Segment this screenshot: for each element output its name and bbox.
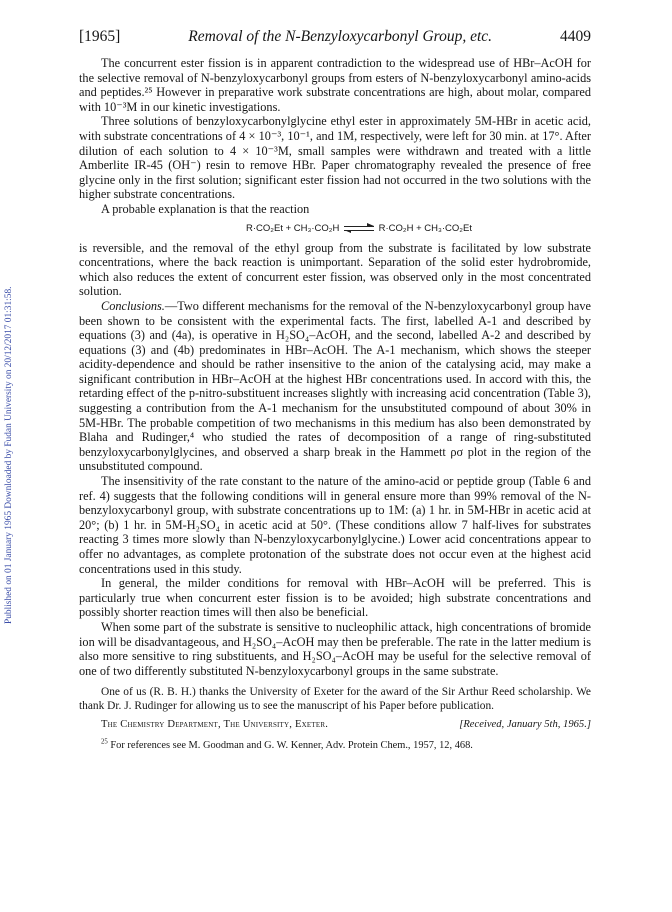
header-page-number: 4409	[560, 28, 591, 45]
affiliation-line	[79, 719, 591, 733]
header-title: Removal of the N-Benzyloxycarbonyl Group, etc.	[188, 28, 493, 45]
acknowledgement-text: One of us (R. B. H.) thanks the University of Exeter for the award of the Sir Arthur Reed scholarship. We thank Dr. J. Rudinger for allowing us to see the manuscript of his Paper before publication.	[79, 686, 591, 713]
department: The Chemistry Department, The University, Exeter.	[101, 719, 329, 731]
acknowledgement	[79, 685, 591, 713]
download-watermark: Published on 01 January 1965 Downloaded by Fudan University on 20/12/2017 01:31:58.	[4, 286, 14, 624]
paragraph-1: The concurrent ester fission is in apparent contradiction to the widespread use of HBr–AcOH for the selective removal of N-benzyloxycarbonyl groups from esters of N-benzyloxycarbonyl amino-acids and peptides.²⁵ However in preparative work substrate concentrations are high, about molar, compared with 10⁻³M in our kinetic investigations.	[79, 56, 591, 114]
equation-right: R·CO₂H + CH₃·CO₂Et	[378, 222, 472, 234]
paragraph-7: In general, the milder conditions for removal with HBr–AcOH will be preferred. This is particularly true when concurrent ester fission is to be avoided; high substrate concentrations and possibly shorter reaction times will then also be beneficial.	[79, 576, 591, 620]
equation-left: R·CO₂Et + CH₃·CO₂H	[246, 222, 340, 234]
equilibrium-arrow-icon	[344, 224, 374, 232]
footnote	[79, 739, 591, 752]
running-header	[79, 28, 591, 46]
conclusions-heading: Conclusions.	[101, 298, 165, 313]
paragraph-4: is reversible, and the removal of the ethyl group from the substrate is facilitated by low substrate concentrations, where the back reaction is unimportant. Separation of the solid ester hydrobromide, which also reduces the extent of concurrent ester fission, was observed only in the most concentrated solution.	[79, 240, 591, 299]
footnote-marker: 25	[101, 738, 108, 746]
paragraph-3: A probable explanation is that the reaction	[101, 201, 310, 216]
reaction-equation	[127, 222, 591, 236]
header-year: [1965]	[79, 28, 121, 45]
paragraph-2: Three solutions of benzyloxycarbonylglycine ethyl ester in approximately 5M-HBr in acetic acid, with substrate concentrations of 4 × 10⁻³, 10⁻¹, and 1M, respectively, were left for 30 min. at 17°. After dilution of each solution to 4 × 10⁻³M, small samples were withdrawn and treated with a little Amberlite IR-45 (OH⁻) resin to remove HBr. Paper chromatography revealed the presence of free glycine only in the first solution; significant ester fission had not occurred in the two solutions with the higher substrate concentrations.	[79, 114, 591, 202]
paragraph-8: When some part of the substrate is sensitive to nucleophilic attack, high concentrations of bromide ion will be disadvantageous, and H₂SO₄–AcOH may then be preferable. The rate in the latter medium is also more sensitive to ring substituents, and H₂SO₄–AcOH may be useful for the selective removal of one of two differently substituted N-benzyloxycarbonyl groups in the same substrate.	[79, 619, 591, 678]
body-text	[79, 56, 591, 678]
conclusions-text: —Two different mechanisms for the removal of the N-benzyloxycarbonyl group have been shown to be consistent with the experimental facts. The first, labelled A-1 and described by equations (3) and (4a), is operative in H₂SO₄–AcOH, and the second, labelled A-2 and described by equations (3) and (4b) predominates in HBr–AcOH. The A-1 mechanism, which shows the steeper acidity-dependence and should be rather insensitive to the anion of the catalysing acid, may make a significant contribution in HBr–AcOH at the highest HBr concentrations used. In accord with this, the retarding effect of the p-nitro-substituent increases slightly with increasing acid concentration (Table 3), suggesting a contribution from the A-1 mechanism for the unsubstituted compound of about 30% in 5M-HBr. The probable competition of two mechanisms in this medium has also been demonstrated by Blaha and Rudinger,⁴ who studied the rates of decomposition of a range of ring-substituted benzyloxycarbonylglycines, and observed a sharp break in the Hammett ρσ plot in the region of the unsubstituted compound.	[79, 298, 591, 474]
paragraph-5	[79, 299, 591, 474]
footnote-text: For references see M. Goodman and G. W. Kenner, Adv. Protein Chem., 1957, 12, 468.	[110, 740, 473, 752]
paper-page	[79, 28, 591, 752]
paragraph-6: The insensitivity of the rate constant to the nature of the amino-acid or peptide group (Table 6 and ref. 4) suggests that the following conditions will in general ensure more than 99% removal of the N-benzyloxycarbonyl group, with substrate concentrations up to 1M: (a) 1 hr. in 5M-HBr in acetic acid at 20°; (b) 1 hr. in 5M-H₂SO₄ in acetic acid at 50°. (These conditions allow 7 half-lives for substrates reacting 3 times more slowly than N-benzyloxycarbonylglycine.) Lower acid concentrations appear to offer no advantages, as complete protonation of the substrate does not occur even at the highest acid concentrations used in this study.	[79, 474, 591, 576]
received-date: [Received, January 5th, 1965.]	[459, 719, 591, 731]
